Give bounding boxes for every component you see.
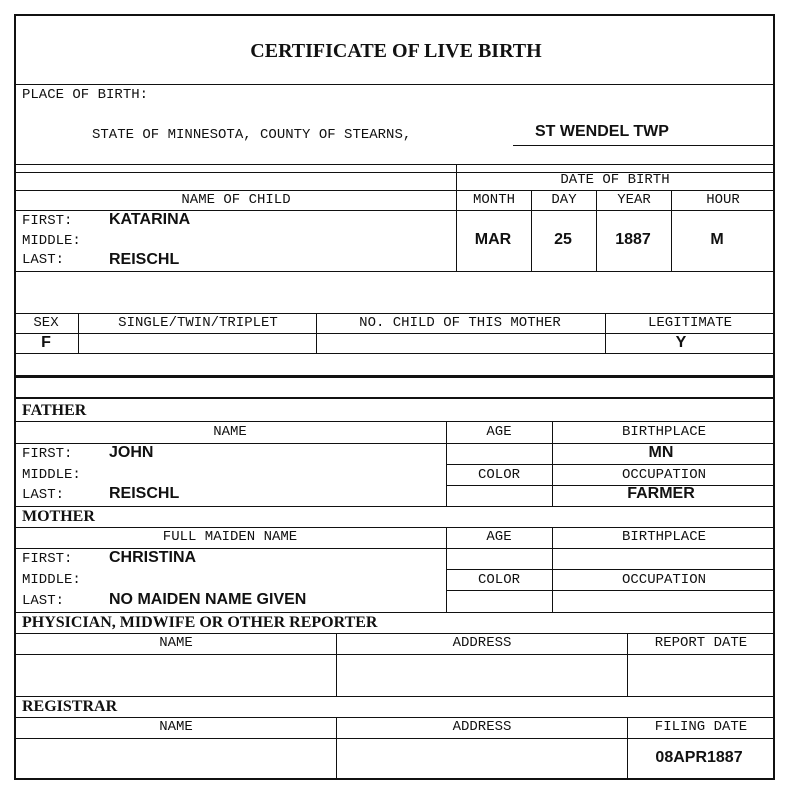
- column-divider: [552, 527, 553, 612]
- mother-first-label: FIRST:: [22, 551, 73, 567]
- registrar-heading: REGISTRAR: [22, 698, 118, 715]
- divider: [446, 569, 775, 570]
- outer-border-top: [14, 14, 775, 16]
- father-middle-label: MIDDLE:: [22, 467, 81, 483]
- reporter-date-label: REPORT DATE: [654, 635, 748, 651]
- mother-age-label: AGE: [486, 529, 512, 545]
- divider: [14, 421, 775, 422]
- father-heading: FATHER: [22, 402, 87, 419]
- filing-date-value: 08APR1887: [655, 749, 743, 766]
- divider: [14, 527, 775, 528]
- child-first-label: FIRST:: [22, 213, 73, 229]
- certificate-title: CERTIFICATE OF LIVE BIRTH: [250, 40, 542, 62]
- column-divider: [531, 190, 532, 271]
- township-underline: [513, 145, 775, 146]
- date-of-birth-header: DATE OF BIRTH: [560, 172, 670, 188]
- column-divider: [605, 313, 606, 353]
- divider: [446, 590, 775, 591]
- month-label: MONTH: [472, 192, 516, 208]
- sex-label: SEX: [33, 315, 59, 331]
- birth-month-value: MAR: [474, 231, 512, 248]
- father-last-label: LAST:: [22, 487, 65, 503]
- column-divider: [446, 527, 447, 612]
- father-birthplace-value: MN: [648, 444, 674, 461]
- multiplicity-label: SINGLE/TWIN/TRIPLET: [118, 315, 278, 331]
- name-of-child-header: NAME OF CHILD: [181, 192, 291, 208]
- mother-last-name: NO MAIDEN NAME GIVEN: [109, 591, 307, 608]
- child-last-name: REISCHL: [109, 251, 180, 268]
- birth-year-value: 1887: [615, 231, 651, 248]
- divider: [446, 464, 775, 465]
- divider: [14, 738, 775, 739]
- reporter-name-label: NAME: [159, 635, 193, 651]
- hour-label: HOUR: [706, 192, 740, 208]
- father-first-label: FIRST:: [22, 446, 73, 462]
- divider: [14, 506, 775, 507]
- father-age-label: AGE: [486, 424, 512, 440]
- mother-color-label: COLOR: [477, 572, 521, 588]
- mother-first-name: CHRISTINA: [109, 549, 197, 566]
- column-divider: [627, 717, 628, 780]
- township-value: ST WENDEL TWP: [535, 123, 669, 140]
- divider: [14, 633, 775, 634]
- divider: [14, 190, 775, 191]
- father-color-label: COLOR: [477, 467, 521, 483]
- divider: [14, 313, 775, 314]
- divider: [14, 333, 775, 334]
- father-last-name: REISCHL: [109, 485, 180, 502]
- column-divider: [627, 633, 628, 696]
- place-of-birth-label: PLACE OF BIRTH:: [22, 87, 149, 103]
- column-divider: [446, 421, 447, 506]
- sex-value: F: [41, 334, 51, 351]
- father-birthplace-label: BIRTHPLACE: [621, 424, 707, 440]
- column-divider: [552, 421, 553, 506]
- child-middle-label: MIDDLE:: [22, 233, 81, 249]
- legitimate-label: LEGITIMATE: [647, 315, 733, 331]
- father-name-header: NAME: [213, 424, 247, 440]
- divider: [14, 353, 775, 354]
- divider: [14, 717, 775, 718]
- registrar-address-label: ADDRESS: [452, 719, 512, 735]
- column-divider: [78, 313, 79, 353]
- divider: [14, 271, 775, 272]
- reporter-heading: PHYSICIAN, MIDWIFE OR OTHER REPORTER: [22, 614, 378, 631]
- column-divider: [456, 164, 457, 271]
- divider: [14, 164, 775, 165]
- column-divider: [336, 717, 337, 780]
- legitimate-value: Y: [675, 334, 687, 351]
- birth-hour-value: M: [710, 231, 724, 248]
- divider: [14, 84, 775, 85]
- column-divider: [671, 190, 672, 271]
- registrar-date-label: FILING DATE: [654, 719, 748, 735]
- mother-birthplace-label: BIRTHPLACE: [621, 529, 707, 545]
- child-last-label: LAST:: [22, 252, 65, 268]
- column-divider: [336, 633, 337, 696]
- divider: [14, 654, 775, 655]
- mother-heading: MOTHER: [22, 508, 95, 525]
- mother-middle-label: MIDDLE:: [22, 572, 81, 588]
- child-first-name: KATARINA: [109, 211, 191, 228]
- day-label: DAY: [551, 192, 577, 208]
- divider: [14, 375, 775, 378]
- state-county-text: STATE OF MINNESOTA, COUNTY OF STEARNS,: [92, 127, 412, 143]
- mother-name-header: FULL MAIDEN NAME: [162, 529, 298, 545]
- father-occupation-label: OCCUPATION: [621, 467, 707, 483]
- divider: [14, 696, 775, 697]
- outer-border-bottom: [14, 778, 775, 780]
- birth-day-value: 25: [554, 231, 572, 248]
- divider: [14, 612, 775, 613]
- column-divider: [316, 313, 317, 353]
- mother-occupation-label: OCCUPATION: [621, 572, 707, 588]
- father-occupation-value: FARMER: [627, 485, 695, 502]
- year-label: YEAR: [617, 192, 651, 208]
- child-number-label: NO. CHILD OF THIS MOTHER: [359, 315, 561, 331]
- divider: [14, 397, 775, 399]
- registrar-name-label: NAME: [159, 719, 193, 735]
- divider: [446, 485, 775, 486]
- mother-last-label: LAST:: [22, 593, 65, 609]
- reporter-address-label: ADDRESS: [452, 635, 512, 651]
- column-divider: [596, 190, 597, 271]
- father-first-name: JOHN: [109, 444, 154, 461]
